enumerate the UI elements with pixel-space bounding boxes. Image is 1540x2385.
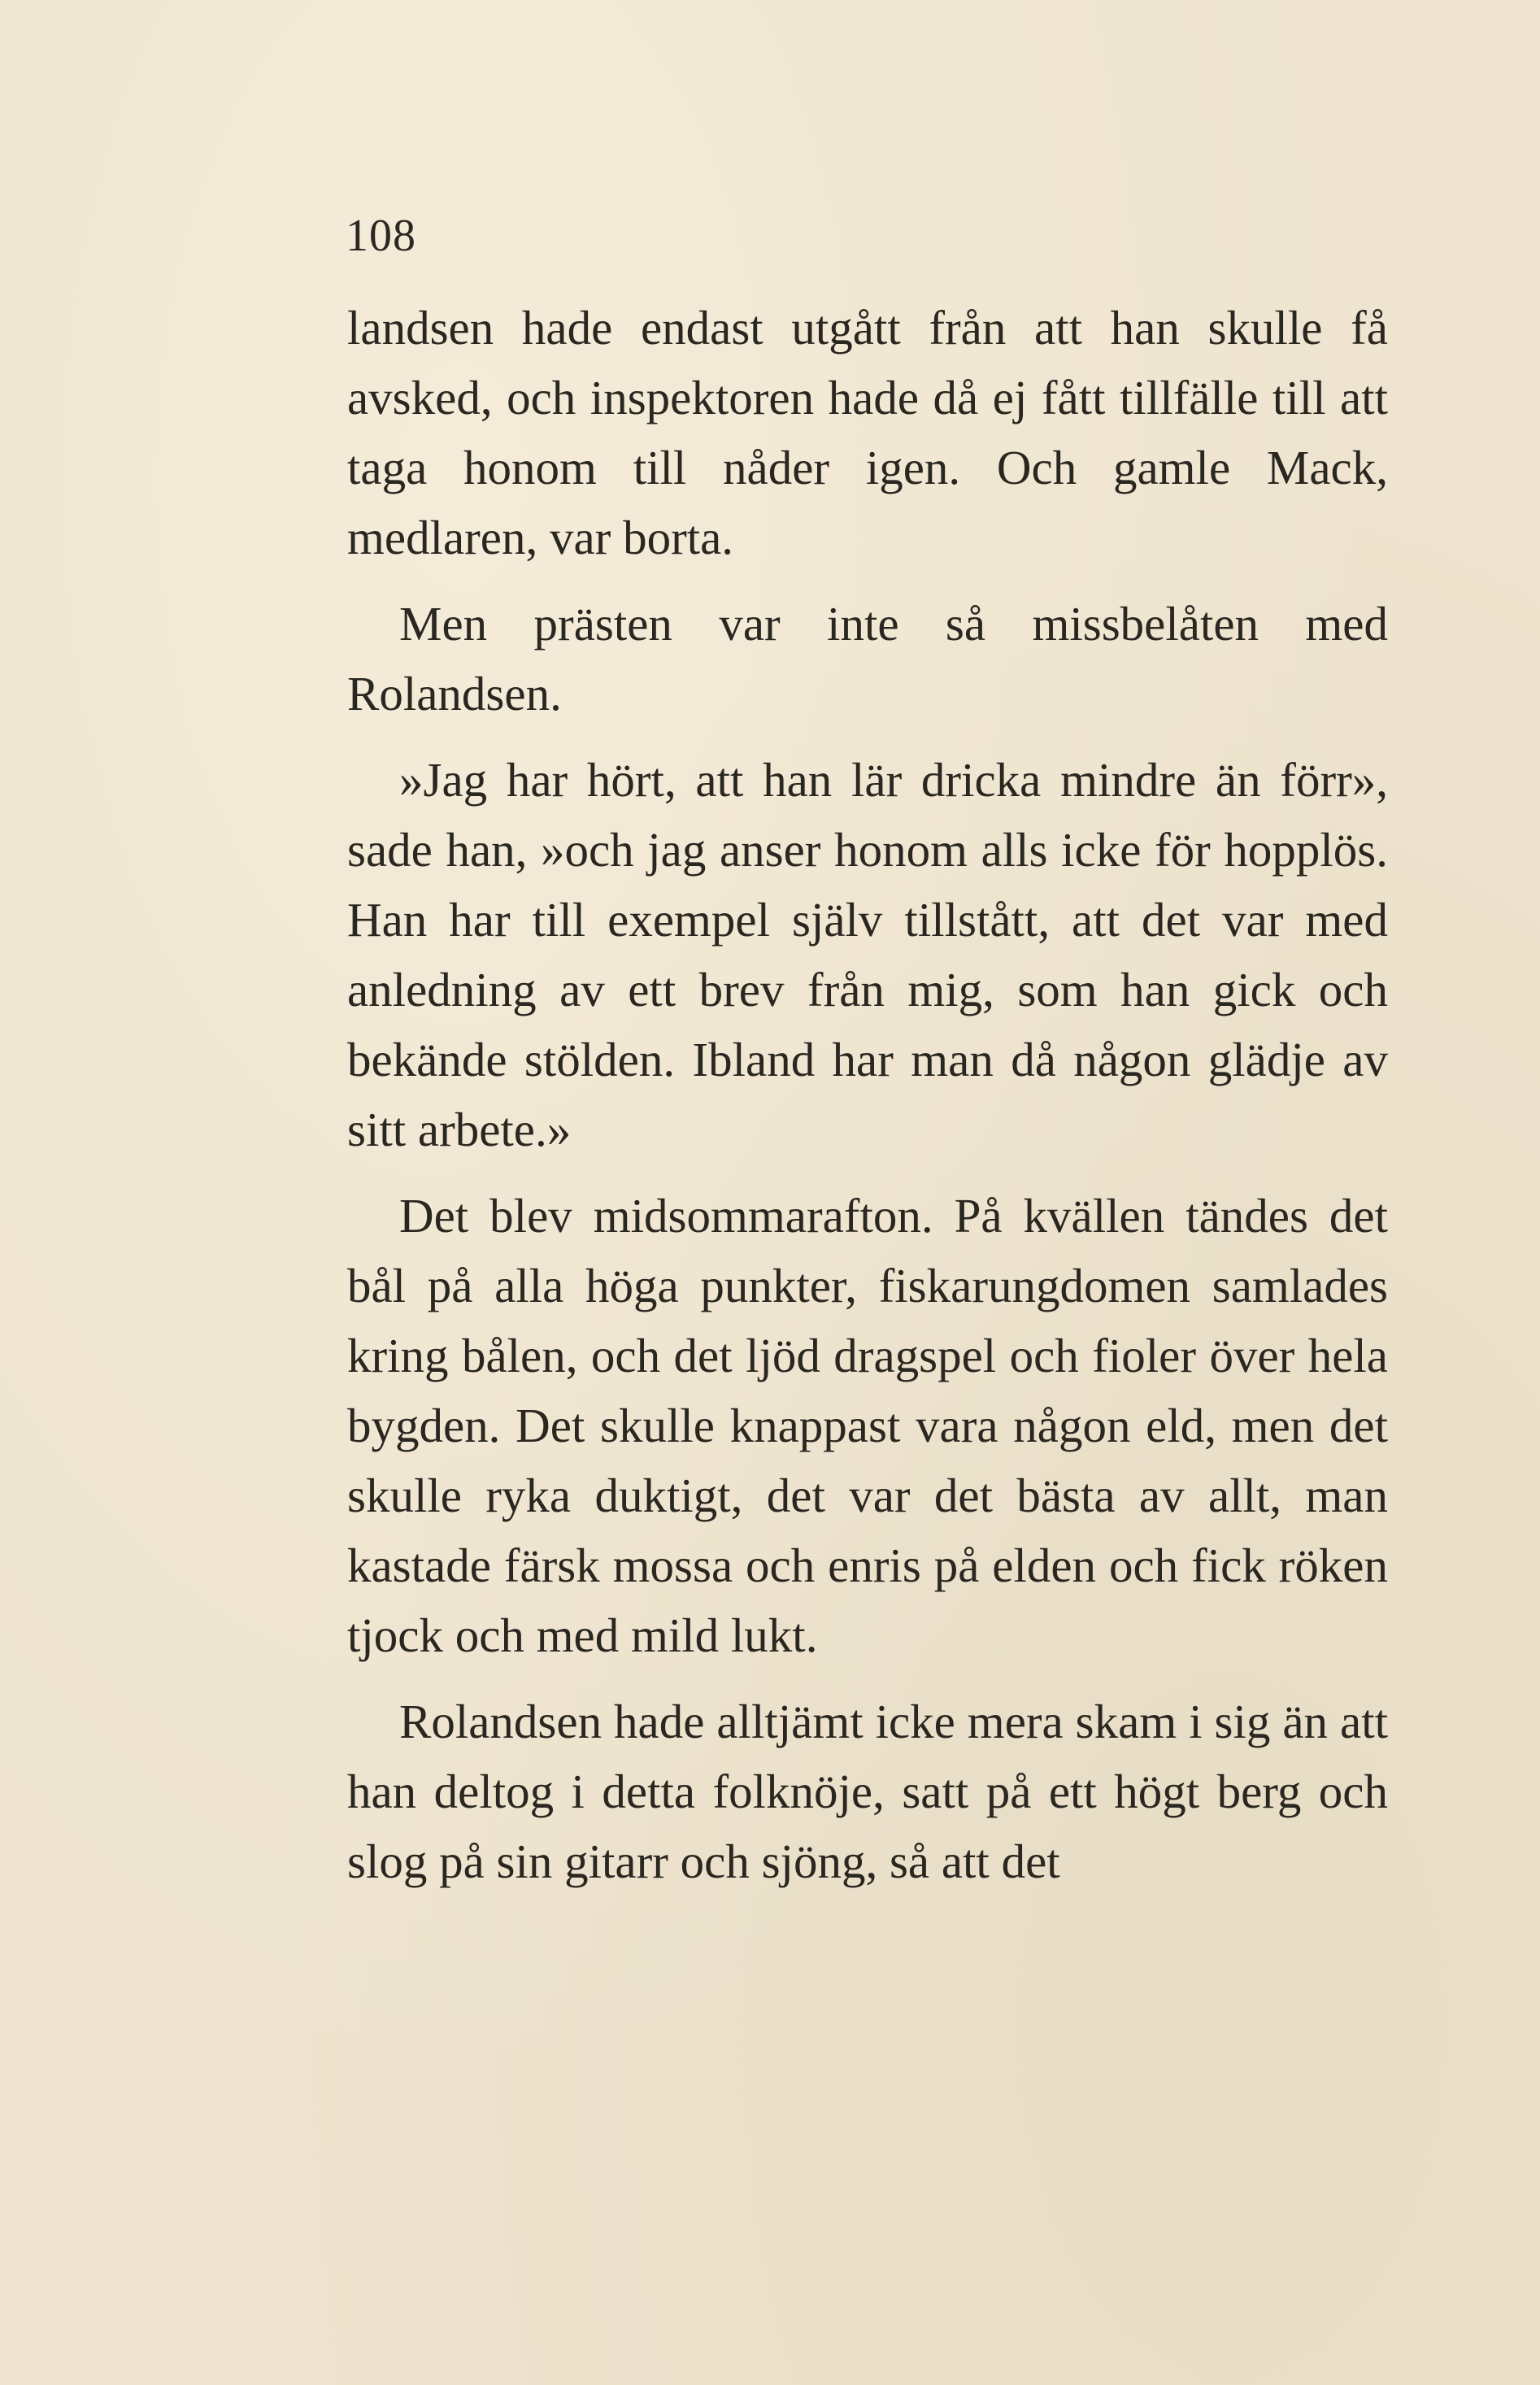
paragraph-4: Det blev midsommarafton. På kvällen tändes det bål på alla höga punkter, fiskarungdomen samlades kring bålen, och det ljöd dragspel och fioler över hela bygden. Det skulle knappast vara någon eld, men det skulle ryka duktigt, det var det bästa av allt, man kastade färsk mossa och enris på elden och fick röken tjock och med mild lukt. <box>347 1189 1388 1662</box>
body-text <box>347 293 1388 1913</box>
paragraph-5: Rolandsen hade alltjämt icke mera skam i sig än att han deltog i detta folknöje, satt på ett högt berg och slog på sin gitarr och sjöng, så att det <box>347 1695 1388 1888</box>
page-number: 108 <box>346 211 416 261</box>
paragraph-3: »Jag har hört, att han lär dricka mindre än förr», sade han, »och jag anser honom alls icke för hopplös. Han har till exempel själv tillstått, att det var med anledning av ett brev från mig, som han gick och bekände stölden. Ibland har man då någon glädje av sitt arbete.» <box>347 753 1388 1156</box>
paragraph-2: Men prästen var inte så missbelåten med Rolandsen. <box>347 597 1388 720</box>
paragraph-1: landsen hade endast utgått från att han skulle få avsked, och inspektoren hade då ej fått tillfälle till att taga honom till nåder igen. Och gamle Mack, medlaren, var borta. <box>347 301 1388 564</box>
